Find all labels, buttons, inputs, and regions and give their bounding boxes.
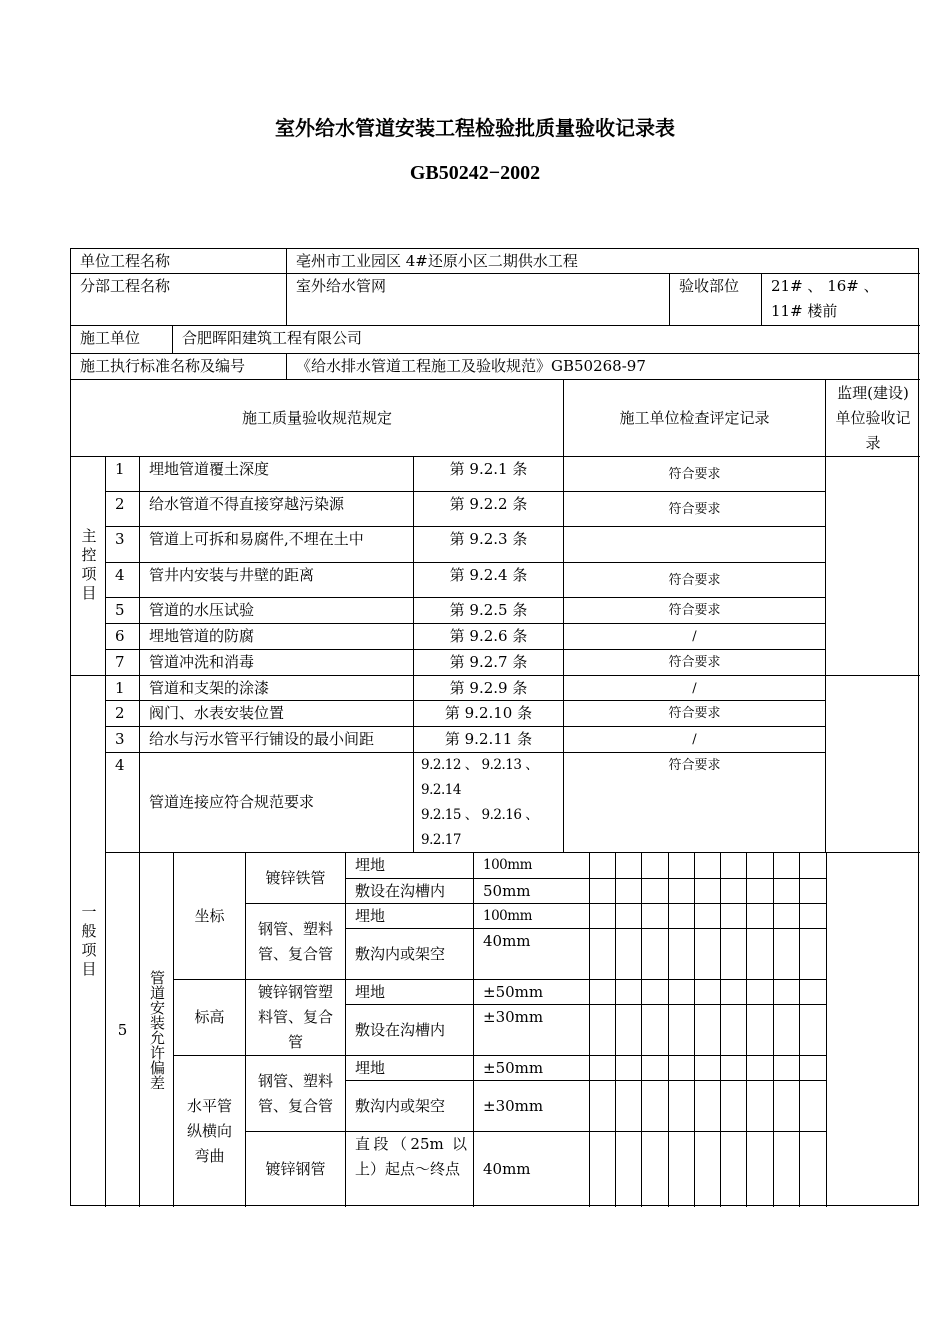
clause-line: 9.2.14 <box>421 782 461 798</box>
main-row-no: 3 <box>106 527 140 563</box>
main-items-group-label: 主控项目 <box>79 528 98 604</box>
measurement-cell <box>774 904 800 929</box>
measurement-cell <box>669 1081 695 1132</box>
measurement-cell <box>774 980 800 1005</box>
measurement-cell <box>747 904 773 929</box>
main-row-clause: 第 9.2.1 条 <box>414 457 564 492</box>
measurement-cell <box>800 1005 826 1056</box>
unit-project-label: 单位工程名称 <box>71 249 287 274</box>
measurement-cell <box>695 1056 721 1081</box>
spec-column-header: 施工质量验收规范规定 <box>71 380 564 457</box>
measurement-cell <box>616 879 642 904</box>
measurement-cell <box>721 1081 747 1132</box>
main-row-result: 符合要求 <box>564 563 826 598</box>
main-row-no: 5 <box>106 598 140 624</box>
measurement-cell <box>721 1132 747 1207</box>
measurement-cell <box>774 1081 800 1132</box>
main-row-item: 管道上可拆和易腐件,不埋在土中 <box>140 527 414 563</box>
install-trench: 敷设在沟槽内 <box>346 879 474 904</box>
measurement-cell <box>747 853 773 879</box>
general-row-item: 阀门、水表安装位置 <box>140 701 414 727</box>
pipe-type-galv-steel: 镀锌钢管 <box>246 1132 346 1207</box>
sub-project-label: 分部工程名称 <box>71 274 287 326</box>
main-row-clause: 第 9.2.2 条 <box>414 492 564 527</box>
contractor-value: 合肥晖阳建筑工程有限公司 <box>173 326 920 354</box>
measurement-cell <box>800 929 826 980</box>
main-row-no: 2 <box>106 492 140 527</box>
general-row-no: 3 <box>106 727 140 753</box>
main-row-item: 管道冲洗和消毒 <box>140 650 414 676</box>
general-row-result: 符合要求 <box>564 753 826 853</box>
measurement-cell <box>774 879 800 904</box>
install-straight: 直段（25m 以上）起点～终点 <box>346 1132 474 1207</box>
general-supervisor-cell <box>826 676 920 853</box>
deviation-value: 100mm <box>474 904 590 929</box>
acceptance-location-value: 21# 、 16# 、 11# 楼前 <box>762 274 920 326</box>
general-row-clause: 第 9.2.11 条 <box>414 727 564 753</box>
page-title: 室外给水管道安装工程检验批质量验收记录表 <box>275 116 675 140</box>
measurement-cell <box>669 929 695 980</box>
measurement-cell <box>642 980 668 1005</box>
general-row-result: 符合要求 <box>564 701 826 727</box>
measurement-grid <box>590 853 826 1207</box>
general-row-clause: 第 9.2.9 条 <box>414 676 564 701</box>
measurement-cell <box>800 1081 826 1132</box>
deviation-value: 50mm <box>474 879 590 904</box>
main-supervisor-cell <box>826 457 920 676</box>
coord-label: 坐标 <box>174 853 246 980</box>
main-row-clause: 第 9.2.5 条 <box>414 598 564 624</box>
main-row-result <box>564 527 826 563</box>
main-row-clause: 第 9.2.7 条 <box>414 650 564 676</box>
install-trench: 敷设在沟槽内 <box>346 1005 474 1056</box>
clause-line: 9.2.17 <box>421 832 461 848</box>
measurement-cell <box>590 853 616 879</box>
measurement-cell <box>695 929 721 980</box>
measurement-cell <box>669 1132 695 1207</box>
measurement-cell <box>774 1132 800 1207</box>
sub-project-value: 室外给水管网 <box>287 274 670 326</box>
inspection-record-table <box>70 248 919 1206</box>
measurement-cell <box>695 980 721 1005</box>
measurement-cell <box>800 1056 826 1081</box>
install-buried: 埋地 <box>346 1056 474 1081</box>
measurement-cell <box>616 1132 642 1207</box>
measurement-cell <box>721 980 747 1005</box>
measurement-cell <box>774 1056 800 1081</box>
main-row-item: 埋地管道的防腐 <box>140 624 414 650</box>
main-row-no: 6 <box>106 624 140 650</box>
measurement-cell <box>721 929 747 980</box>
pipe-type-galv-steel-plastic: 镀锌钢管塑料管、复合管 <box>246 980 346 1056</box>
measurement-cell <box>616 1005 642 1056</box>
general-row-result: / <box>564 727 826 753</box>
measurement-cell <box>642 1056 668 1081</box>
measurement-cell <box>642 1081 668 1132</box>
measurement-cell <box>669 1056 695 1081</box>
contractor-label: 施工单位 <box>71 326 173 354</box>
main-row-item: 管道的水压试验 <box>140 598 414 624</box>
main-row-clause: 第 9.2.3 条 <box>414 527 564 563</box>
measurement-cell <box>669 879 695 904</box>
pipe-type-steel-plastic-2: 钢管、塑料管、复合管 <box>246 1056 346 1132</box>
measurement-cell <box>669 980 695 1005</box>
measurement-cell <box>616 904 642 929</box>
measurement-cell <box>747 1132 773 1207</box>
deviation-value: ±50mm <box>474 980 590 1005</box>
measurement-cell <box>747 929 773 980</box>
measurement-cell <box>642 1005 668 1056</box>
measurement-cell <box>590 879 616 904</box>
supervisor-column-header: 监理(建设)单位验收记录 <box>826 380 920 457</box>
clause-line: 9.2.12 、 9.2.13 、 <box>421 757 539 773</box>
deviation-value: ±50mm <box>474 1056 590 1081</box>
general-row-no: 2 <box>106 701 140 727</box>
unit-project-value: 亳州市工业园区 4#还原小区二期供水工程 <box>287 249 920 274</box>
main-row-result: 符合要求 <box>564 492 826 527</box>
measurement-cell <box>695 1132 721 1207</box>
measurement-cell <box>590 904 616 929</box>
deviation-value: 40mm <box>474 929 590 980</box>
measurement-cell <box>800 904 826 929</box>
measurement-cell <box>774 929 800 980</box>
deviation-value: 40mm <box>474 1132 590 1207</box>
main-row-result: 符合要求 <box>564 650 826 676</box>
measurement-cell <box>669 853 695 879</box>
main-row-result: / <box>564 624 826 650</box>
general-row-no: 5 <box>106 853 140 1207</box>
measurement-cell <box>747 879 773 904</box>
measurement-cell <box>642 929 668 980</box>
measurement-cell <box>721 1005 747 1056</box>
general-row-item: 管道和支架的涂漆 <box>140 676 414 701</box>
contractor-check-column-header: 施工单位检查评定记录 <box>564 380 826 457</box>
measurement-cell <box>590 929 616 980</box>
main-row-item: 埋地管道覆土深度 <box>140 457 414 492</box>
measurement-cell <box>774 1005 800 1056</box>
measurement-cell <box>642 853 668 879</box>
measurement-cell <box>695 1005 721 1056</box>
measurement-cell <box>669 904 695 929</box>
measurement-cell <box>747 1081 773 1132</box>
main-row-result: 符合要求 <box>564 457 826 492</box>
main-row-no: 1 <box>106 457 140 492</box>
main-row-item: 管井内安装与井壁的距离 <box>140 563 414 598</box>
deviation-supervisor-cell <box>826 853 920 1207</box>
install-buried: 埋地 <box>346 853 474 879</box>
elev-label: 标高 <box>174 980 246 1056</box>
pipe-type-steel-plastic: 钢管、塑料管、复合管 <box>246 904 346 980</box>
main-row-no: 7 <box>106 650 140 676</box>
deviation-group-label: 管道安装允许偏差 <box>148 970 166 1090</box>
measurement-cell <box>590 1005 616 1056</box>
measurement-cell <box>616 980 642 1005</box>
measurement-cell <box>669 1005 695 1056</box>
install-trench-overhead: 敷沟内或架空 <box>346 929 474 980</box>
clause-line: 9.2.15 、 9.2.16 、 <box>421 807 539 823</box>
general-row-no: 4 <box>106 753 140 853</box>
pipe-type-galv-iron: 镀锌铁管 <box>246 853 346 904</box>
measurement-cell <box>695 1081 721 1132</box>
measurement-cell <box>695 904 721 929</box>
measurement-cell <box>590 1081 616 1132</box>
measurement-cell <box>642 904 668 929</box>
measurement-cell <box>616 853 642 879</box>
main-row-clause: 第 9.2.4 条 <box>414 563 564 598</box>
measurement-cell <box>721 904 747 929</box>
measurement-cell <box>747 980 773 1005</box>
measurement-cell <box>747 1005 773 1056</box>
measurement-cell <box>721 853 747 879</box>
general-row-item: 给水与污水管平行铺设的最小间距 <box>140 727 414 753</box>
measurement-cell <box>721 1056 747 1081</box>
deviation-value: 100mm <box>474 853 590 879</box>
measurement-cell <box>590 980 616 1005</box>
deviation-value: ±30mm <box>474 1081 590 1132</box>
main-row-item: 给水管道不得直接穿越污染源 <box>140 492 414 527</box>
measurement-cell <box>616 929 642 980</box>
general-row-no: 1 <box>106 676 140 701</box>
measurement-cell <box>616 1056 642 1081</box>
acceptance-location-label: 验收部位 <box>670 274 762 326</box>
measurement-cell <box>590 1132 616 1207</box>
measurement-cell <box>800 980 826 1005</box>
measurement-cell <box>800 879 826 904</box>
install-trench-overhead: 敷沟内或架空 <box>346 1081 474 1132</box>
measurement-cell <box>642 879 668 904</box>
general-row4-clause <box>414 753 564 853</box>
general-row-result: / <box>564 676 826 701</box>
measurement-cell <box>800 1132 826 1207</box>
main-row-result: 符合要求 <box>564 598 826 624</box>
standard-code: GB50242−2002 <box>409 162 541 184</box>
standard-label: 施工执行标准名称及编号 <box>71 354 287 380</box>
main-row-clause: 第 9.2.6 条 <box>414 624 564 650</box>
measurement-cell <box>642 1132 668 1207</box>
install-buried: 埋地 <box>346 980 474 1005</box>
measurement-cell <box>695 879 721 904</box>
standard-value: 《给水排水管道工程施工及验收规范》GB50268-97 <box>287 354 920 380</box>
measurement-cell <box>800 853 826 879</box>
general-row-item: 管道连接应符合规范要求 <box>140 753 414 853</box>
deviation-value: ±30mm <box>474 1005 590 1056</box>
measurement-cell <box>616 1081 642 1132</box>
main-row-no: 4 <box>106 563 140 598</box>
general-items-group-label: 一般项目 <box>79 903 98 980</box>
measurement-cell <box>774 853 800 879</box>
measurement-cell <box>747 1056 773 1081</box>
measurement-cell <box>721 879 747 904</box>
measurement-cell <box>695 853 721 879</box>
install-buried: 埋地 <box>346 904 474 929</box>
bend-label: 水平管纵横向弯曲 <box>174 1056 246 1207</box>
measurement-cell <box>590 1056 616 1081</box>
general-row-clause: 第 9.2.10 条 <box>414 701 564 727</box>
